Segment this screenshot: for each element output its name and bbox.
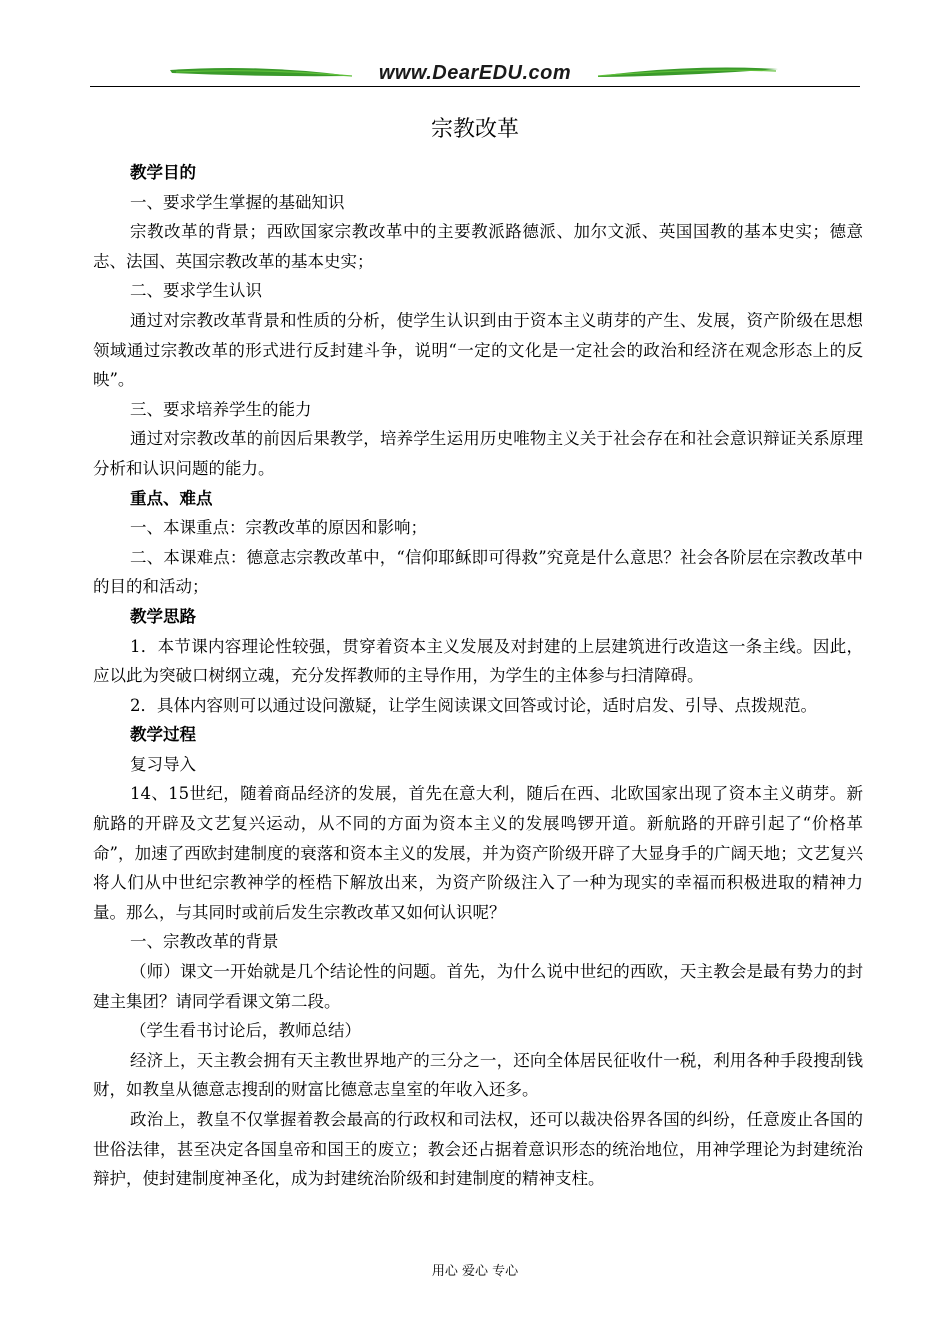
paragraph: 一、本课重点：宗教改革的原因和影响； (130, 518, 427, 538)
paragraph: 二、要求学生认识 (130, 281, 262, 301)
paragraph: 2．具体内容则可以通过设问激疑，让学生阅读课文回答或讨论，适时启发、引导、点拨规范。 (130, 695, 817, 715)
paragraph: 宗教改革的背景；西欧国家宗教改革中的主要教派路德派、加尔文派、英国国教的基本史实；德意志、法国、英国宗教改革的基本史实； (93, 222, 863, 271)
section-heading: 重点、难点 (130, 488, 213, 508)
paragraph: 二、本课难点：德意志宗教改革中，“信仰耶稣即可得救”究竟是什么意思？社会各阶层在宗教改革中的目的和活动； (93, 547, 863, 597)
paragraph: 通过对宗教改革背景和性质的分析，使学生认识到由于资本主义萌芽的产生、发展，资产阶级在思想领域通过宗教改革的形式进行反封建斗争，说明“一定的文化是一定社会的政治和经济在观念形态上的反映”。 (93, 310, 863, 390)
paragraph: 政治上，教皇不仅掌握着教会最高的行政权和司法权，还可以裁决俗界各国的纠纷，任意废止各国的世俗法律，甚至决定各国皇帝和国王的废立；教会还占据着意识形态的统治地位，用神学理论为封建统治辩护，使封建制度神圣化，成为封建统治阶级和封建制度的精神支柱。 (93, 1110, 863, 1189)
paragraph: 一、要求学生掌握的基础知识 (130, 192, 345, 212)
page-footer: 用心 爱心 专心 (431, 1264, 519, 1279)
section-heading: 教学过程 (130, 725, 196, 745)
header-rule (90, 86, 860, 87)
site-logo-text: www.DearEDU.com (378, 62, 572, 84)
paragraph: 一、宗教改革的背景 (130, 932, 279, 952)
paragraph: 经济上，天主教会拥有天主教世界地产的三分之一，还向全体居民征收什一税，利用各种手段搜刮钱财，如教皇从德意志搜刮的财富比德意志皇室的年收入还多。 (93, 1050, 863, 1100)
paragraph: 通过对宗教改革的前因后果教学，培养学生运用历史唯物主义关于社会存在和社会意识辩证关系原理分析和认识问题的能力。 (93, 429, 863, 478)
document-body (93, 158, 863, 1194)
paragraph: （学生看书讨论后，教师总结） (130, 1021, 361, 1041)
section-heading: 教学思路 (130, 606, 196, 626)
section-heading: 教学目的 (130, 163, 196, 182)
paragraph: （师）课文一开始就是几个结论性的问题。首先，为什么说中世纪的西欧，天主教会是最有势力的封建主集团？请同学看课文第二段。 (93, 962, 863, 1011)
paragraph: 三、要求培养学生的能力 (130, 399, 312, 419)
paragraph: 14、15世纪，随着商品经济的发展，首先在意大利，随后在西、北欧国家出现了资本主义萌芽。新航路的开辟及文艺复兴运动，从不同的方面为资本主义的发展鸣锣开道。新航路的开辟引起了“价格革命”，加速了西欧封建制度的衰落和资本主义的发展，并为资产阶级开辟了大显身手的广阔天地；文艺复兴将人们从中世纪宗教神学的桎梏下解放出来，为资产阶级注入了一种为现实的幸福而积极进取的精神力量。那么，与其同时或前后发生宗教改革又如何认识呢？ (93, 784, 863, 922)
page-title: 宗教改革 (430, 117, 519, 142)
paragraph: 复习导入 (130, 754, 196, 774)
paragraph: 1．本节课内容理论性较强，贯穿着资本主义发展及对封建的上层建筑进行改造这一条主线。因此，应以此为突破口树纲立魂，充分发挥教师的主导作用，为学生的主体参与扫清障碍。 (93, 636, 863, 686)
